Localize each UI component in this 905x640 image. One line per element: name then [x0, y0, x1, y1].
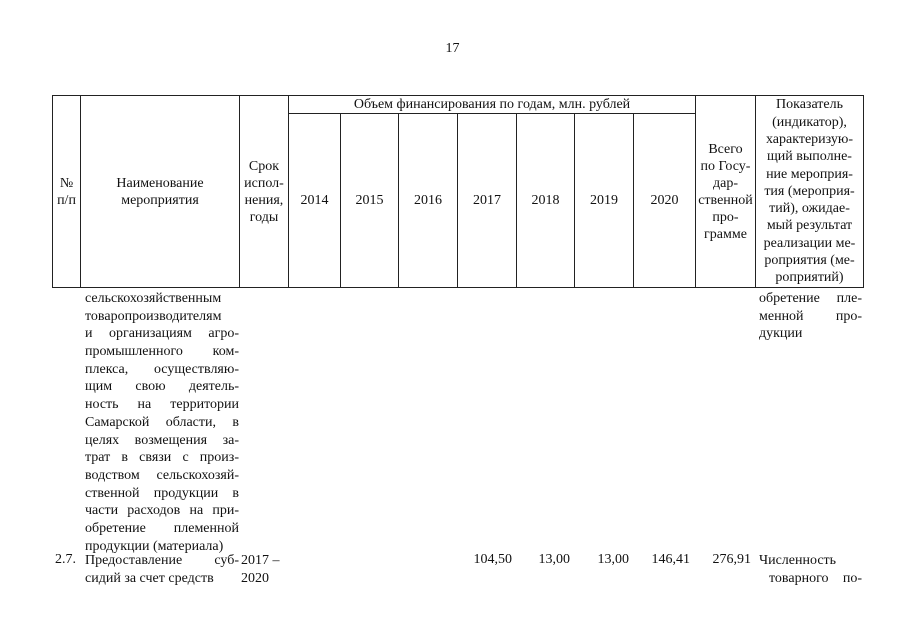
header-col-indicator: Показатель (индикатор), характеризую- щий выполне- ние мероприя- тия (мероприя- тий), ожидае- мый результат реализации ме- роприятия (ме- роприятий)	[763, 97, 856, 286]
term-line: 2020	[241, 570, 269, 586]
page-number: 17	[445, 41, 460, 56]
text-line: дукции	[759, 326, 803, 342]
row-number: 2.7.	[55, 552, 76, 567]
value-2020: 146,41	[651, 552, 690, 567]
text-line: плекса, осуществляю-	[85, 361, 239, 377]
text-line: менной про-	[759, 308, 862, 324]
continuation-indicator-text	[759, 290, 862, 343]
header-col-term: Срок испол- нения, годы	[244, 158, 284, 225]
header-year: 2018	[531, 193, 560, 208]
header-col-num: № п/п	[57, 175, 76, 208]
text-line: трат в связи с произ-	[85, 450, 239, 466]
text-line: Численность	[759, 553, 837, 568]
text-line: товаропроизводителям	[85, 308, 222, 324]
text-line: ность на территории	[85, 397, 239, 413]
row-2-7-name-text	[85, 552, 239, 587]
header-year: 2016	[414, 193, 442, 208]
text-line: сельскохозяйственным	[85, 291, 222, 306]
value-2019: 13,00	[597, 552, 629, 567]
row-2-7-term	[241, 552, 288, 587]
header-funding-group: Объем финансирования по годам, млн. рублей	[353, 97, 631, 112]
value-2018: 13,00	[538, 552, 570, 567]
text-line: обретение пле-	[759, 291, 862, 306]
value-total: 276,91	[712, 552, 751, 567]
row-2-7-indicator-text	[759, 552, 862, 587]
header-year: 2020	[650, 193, 679, 208]
text-line: ственной продукции в	[85, 485, 239, 501]
text-line: целях возмещения за-	[85, 432, 239, 448]
header-col-name: Наименование мероприятия	[116, 175, 204, 208]
text-line: продукции (материала)	[85, 538, 224, 554]
value-2017: 104,50	[473, 552, 512, 567]
text-line: щим свою деятель-	[85, 379, 239, 395]
continuation-name-text	[85, 290, 239, 555]
text-line: товарного по-	[769, 570, 862, 586]
text-line: водством сельскохозяй-	[85, 467, 239, 483]
text-line: обретение племенной	[85, 520, 239, 536]
term-line: 2017 –	[241, 553, 280, 568]
header-year: 2017	[473, 193, 501, 208]
text-line: Предоставление суб-	[85, 553, 239, 568]
header-year: 2015	[355, 193, 384, 208]
text-line: Самарской области, в	[85, 414, 239, 430]
text-line: и организациям агро-	[85, 326, 239, 342]
text-line: части расходов на при-	[85, 503, 239, 519]
header-col-total: Всего по Госу- дар- ственной про- грамме	[698, 141, 753, 242]
text-line: сидий за счет средств	[85, 570, 214, 586]
text-line: промышленного ком-	[85, 344, 239, 360]
header-year: 2019	[590, 193, 618, 208]
header-year: 2014	[300, 193, 329, 208]
